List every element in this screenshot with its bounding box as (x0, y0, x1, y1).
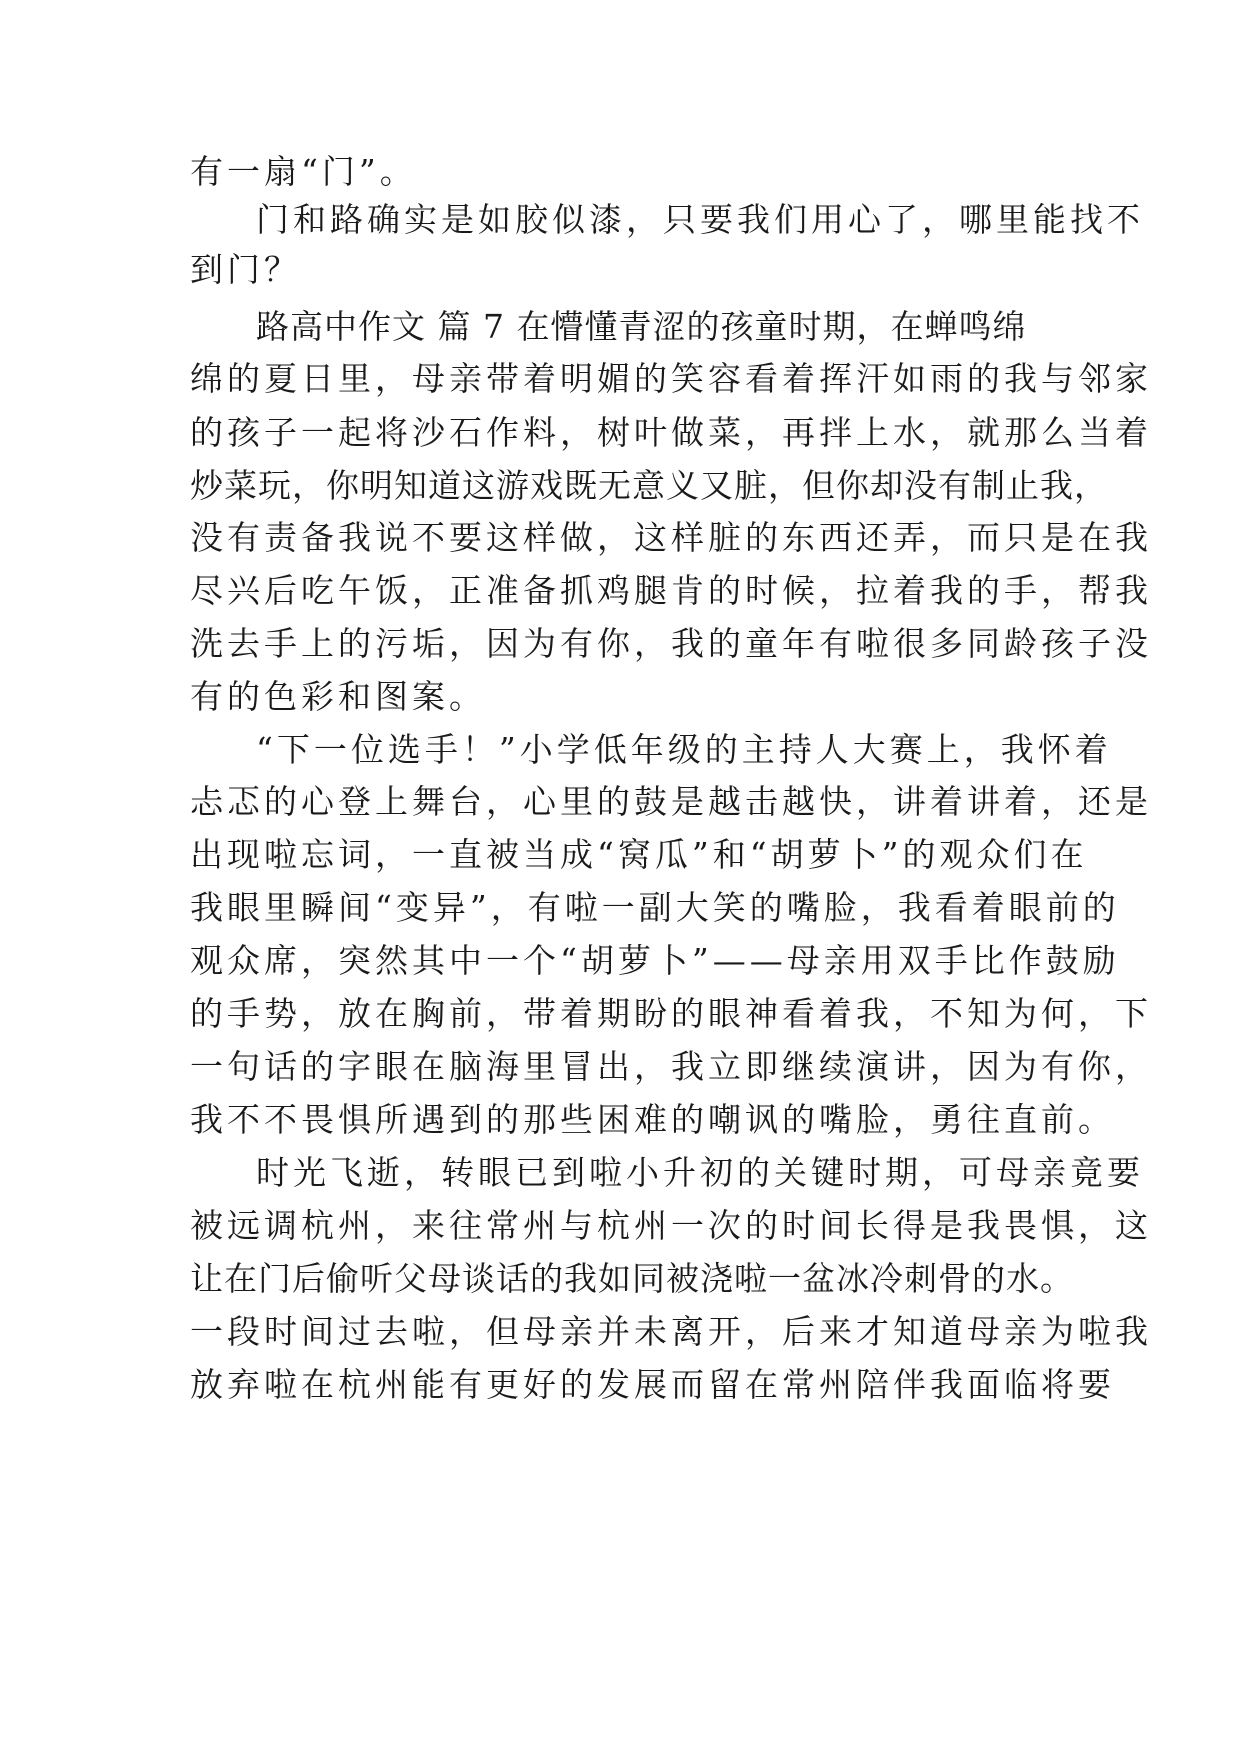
paragraph-start-line: 时光飞逝，转眼已到啦小升初的关键时期，可母亲竟要 (256, 1153, 1144, 1192)
text-line: 我眼里瞬间“变异”，有啦一副大笑的嘴脸，我看着眼前的 (190, 888, 1120, 927)
paragraph-start-line: 门和路确实是如胶似漆，只要我们用心了，哪里能找不 (256, 200, 1144, 239)
text-line: 放弃啦在杭州能有更好的发展而留在常州陪伴我面临将要 (190, 1365, 1115, 1404)
text-line: 有的色彩和图案。 (190, 677, 486, 716)
text-line: 出现啦忘词，一直被当成“窝瓜”和“胡萝卜”的观众们在 (190, 835, 1088, 874)
text-line: 到门？ (190, 250, 301, 289)
text-line: 我不不畏惧所遇到的那些困难的嘲讽的嘴脸，勇往直前。 (190, 1100, 1115, 1139)
text-line: 观众席，突然其中一个“胡萝卜”——母亲用双手比作鼓励 (190, 941, 1120, 980)
text-line: 尽兴后吃午饭，正准备抓鸡腿肯的时候，拉着我的手，帮我 (190, 571, 1152, 610)
text-line: 忐忑的心登上舞台，心里的鼓是越击越快，讲着讲着，还是 (190, 782, 1152, 821)
section-heading-line: 路高中作文 篇 7 在懵懂青涩的孩童时期，在蝉鸣绵 (256, 307, 1027, 346)
text-line: 炒菜玩，你明知道这游戏既无意义又脏，但你却没有制止我， (190, 466, 1108, 505)
text-line: 有一扇“门”。 (190, 152, 417, 191)
text-line: 的手势，放在胸前，带着期盼的眼神看着我，不知为何，下 (190, 994, 1152, 1033)
text-line: 被远调杭州，来往常州与杭州一次的时间长得是我畏惧，这 (190, 1206, 1152, 1245)
text-line: 的孩子一起将沙石作料，树叶做菜，再拌上水，就那么当着 (190, 413, 1152, 452)
paragraph-start-line: “下一位选手！”小学低年级的主持人大赛上，我怀着 (256, 730, 1112, 769)
text-line: 绵的夏日里，母亲带着明媚的笑容看着挥汗如雨的我与邻家 (190, 359, 1152, 398)
text-line: 一段时间过去啦，但母亲并未离开，后来才知道母亲为啦我 (190, 1312, 1152, 1351)
text-line: 让在门后偷听父母谈话的我如同被浇啦一盆冰冷刺骨的水。 (190, 1259, 1074, 1298)
text-line: 洗去手上的污垢，因为有你，我的童年有啦很多同龄孩子没 (190, 624, 1152, 663)
text-line: 没有责备我说不要这样做，这样脏的东西还弄，而只是在我 (190, 518, 1152, 557)
text-line: 一句话的字眼在脑海里冒出，我立即继续演讲，因为有你， (190, 1047, 1152, 1086)
